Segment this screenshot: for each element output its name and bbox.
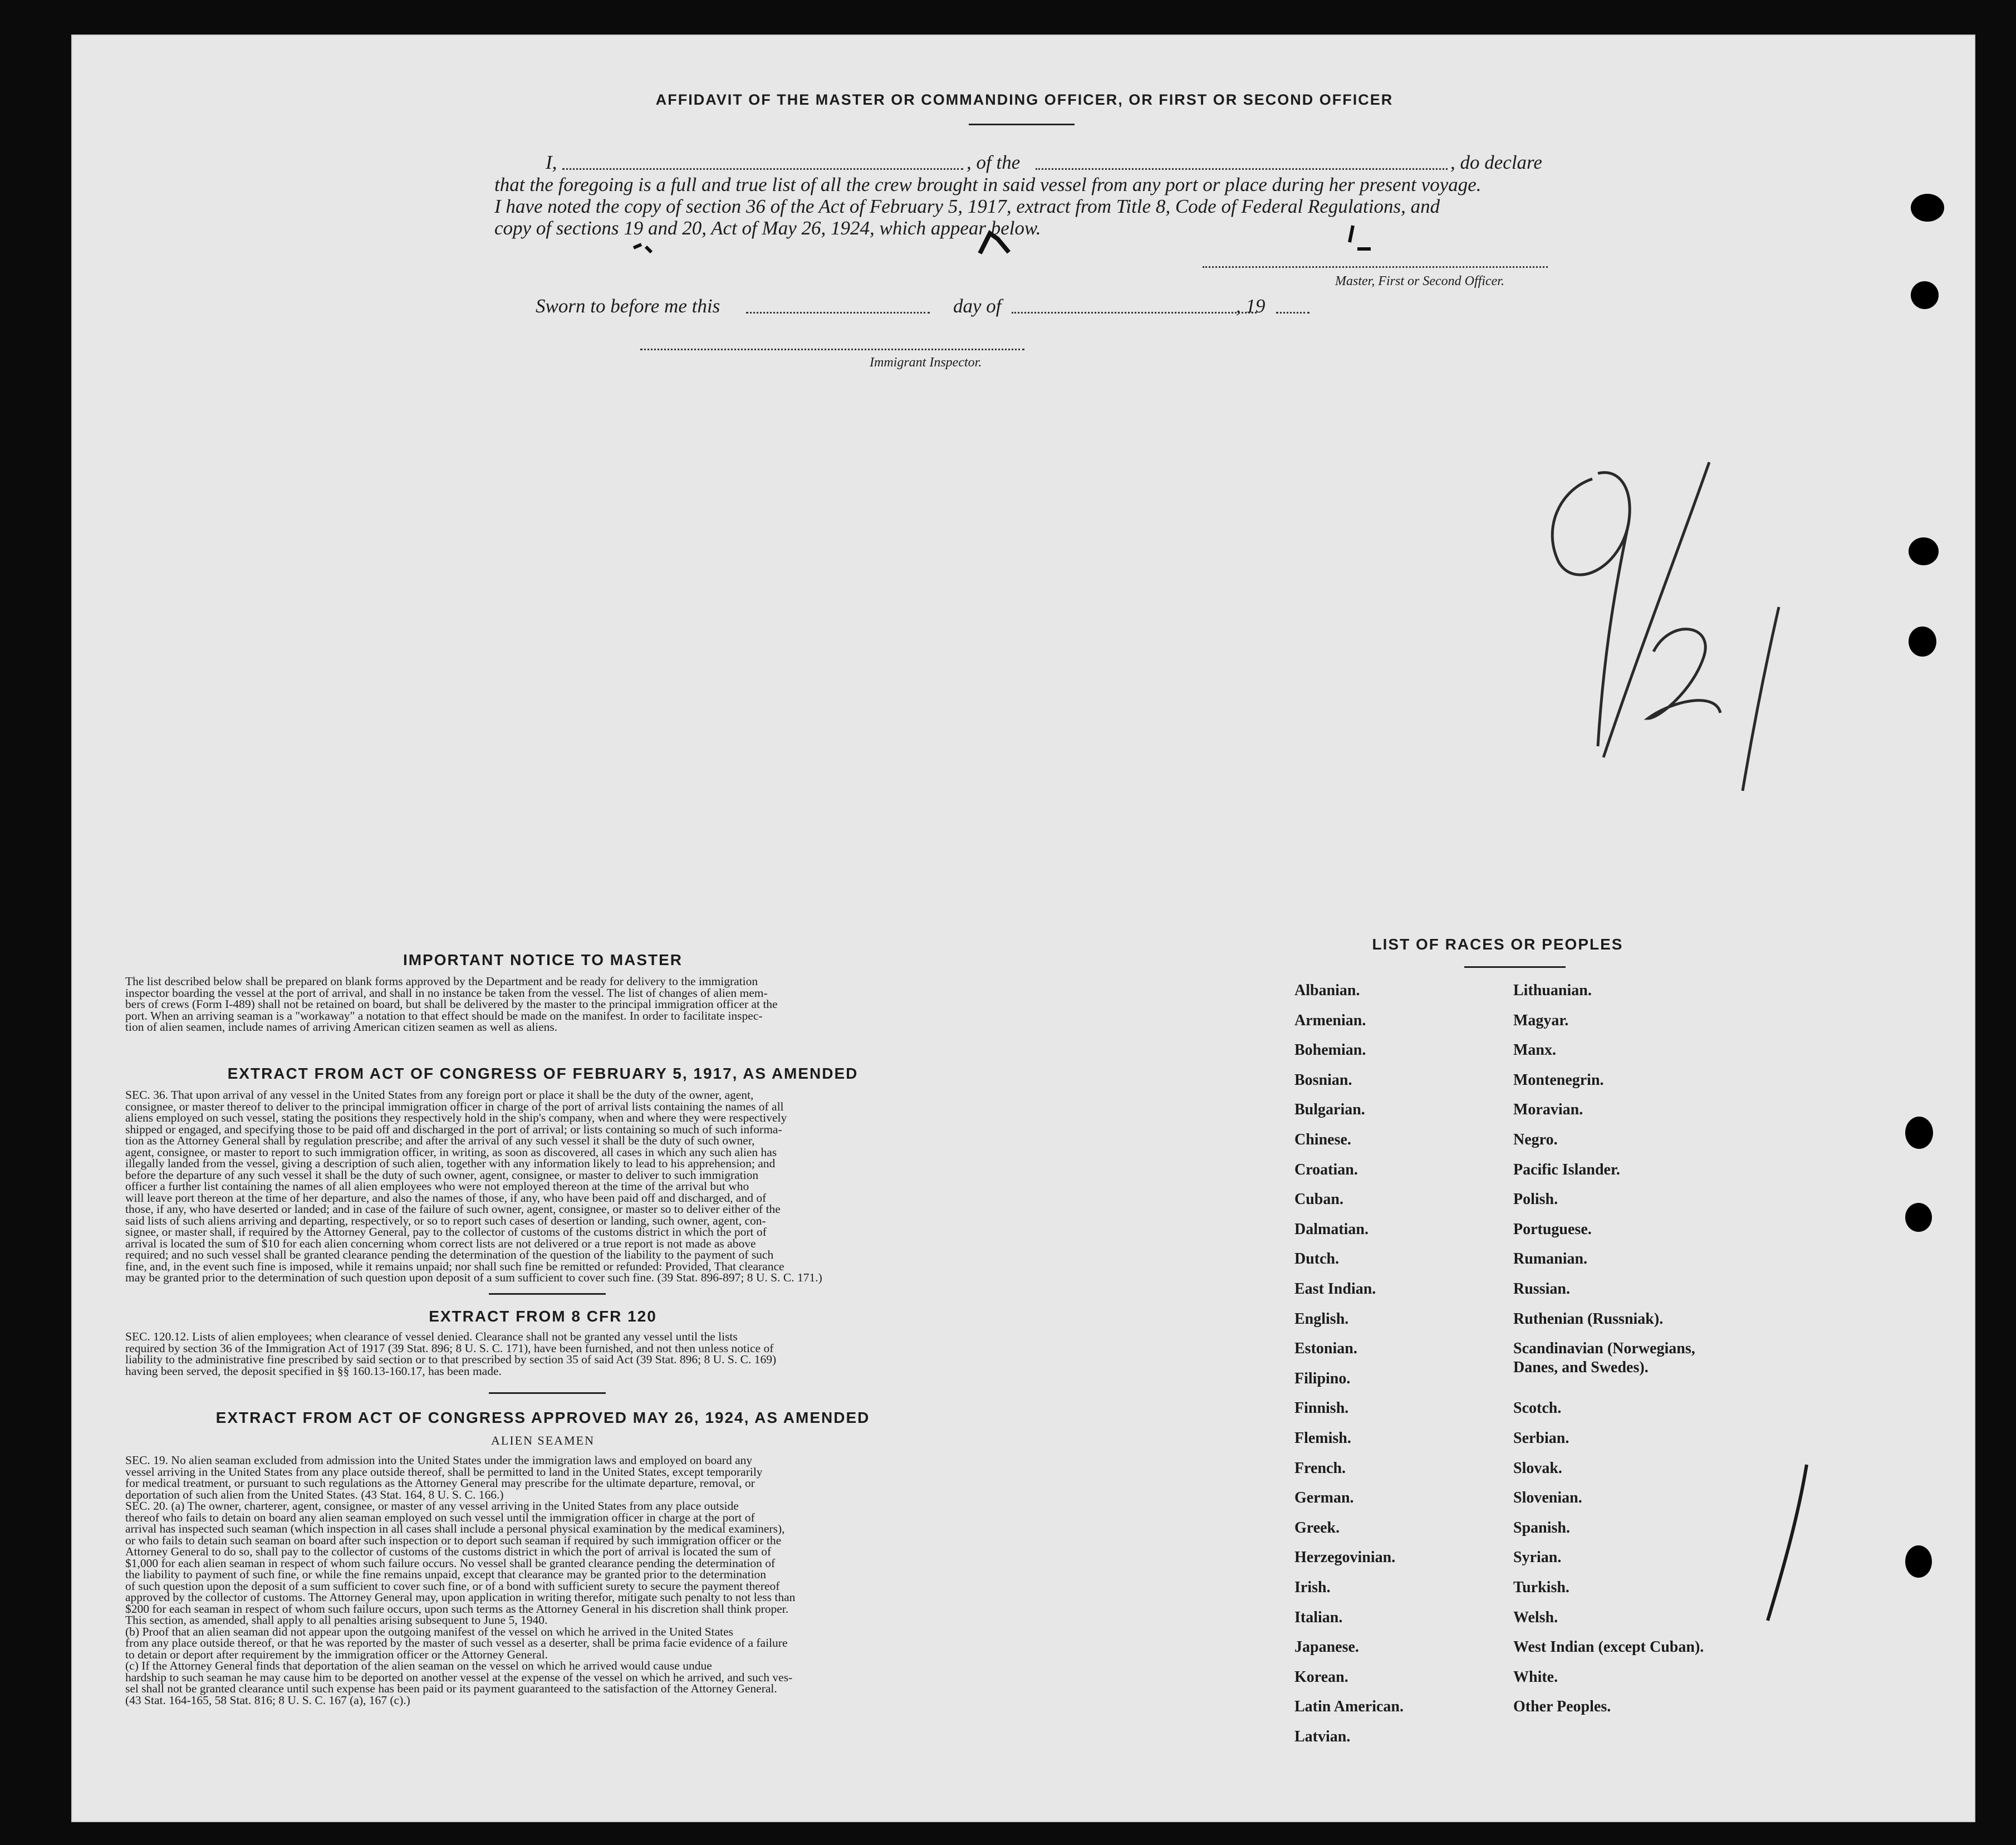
race-entry: French. bbox=[1294, 1460, 1346, 1477]
race-entry: Portuguese. bbox=[1513, 1221, 1592, 1238]
race-entry: Rumanian. bbox=[1513, 1250, 1588, 1267]
divider bbox=[1464, 966, 1566, 968]
sworn-label: Sworn to before me this bbox=[536, 295, 720, 317]
race-entry: Herzegovinian. bbox=[1294, 1549, 1396, 1566]
notice-text: The list described below shall be prepared on blank forms approved by the Department and be ready for delivery to the immigration inspector boarding the vessel at the port of arrival, and shall in no instance be taken from the vessel. The list of changes of alien mem- bers of crews (Form I-489) shall not be retained on board, but shall be delivered by the master to the principal immigration officer at the port. When an arriving seaman is a "workaway" a notation to that effect should be made on the manifest. In order to facilitate inspec- tion of alien seamen, include names of arriving American citizen seamen as well as aliens. bbox=[125, 975, 778, 1034]
ink-marks bbox=[624, 214, 1403, 265]
notice-title: IMPORTANT NOTICE TO MASTER bbox=[403, 951, 683, 968]
race-entry: Moravian. bbox=[1513, 1101, 1583, 1118]
race-entry: Cuban. bbox=[1294, 1191, 1343, 1208]
inspector-signature-line[interactable] bbox=[640, 349, 1024, 350]
extract-1917-title: EXTRACT FROM ACT OF CONGRESS OF FEBRUARY 5, 1917, AS AMENDED bbox=[227, 1065, 859, 1082]
race-entry: Slovenian. bbox=[1513, 1489, 1582, 1506]
race-entry: Montenegrin. bbox=[1513, 1071, 1604, 1089]
race-entry: Flemish. bbox=[1294, 1430, 1351, 1447]
affidavit-line4: copy of sections 19 and 20, Act of May 26, 1924, which appear below. bbox=[494, 217, 1041, 239]
race-entry: Negro. bbox=[1513, 1131, 1558, 1148]
race-entry: Armenian. bbox=[1294, 1012, 1366, 1029]
race-entry: Polish. bbox=[1513, 1191, 1558, 1208]
divider bbox=[969, 124, 1075, 125]
race-entry: West Indian (except Cuban). bbox=[1513, 1638, 1704, 1656]
race-entry: Greek. bbox=[1294, 1519, 1340, 1536]
race-entry: Chinese. bbox=[1294, 1131, 1351, 1148]
sworn-day-field[interactable] bbox=[746, 312, 930, 314]
punch-hole bbox=[1909, 627, 1936, 657]
race-entry: Spanish. bbox=[1513, 1519, 1570, 1536]
race-entry: Dalmatian. bbox=[1294, 1221, 1368, 1238]
vessel-field[interactable] bbox=[1036, 168, 1448, 170]
race-entry: Magyar. bbox=[1513, 1012, 1569, 1029]
race-entry: Irish. bbox=[1294, 1579, 1331, 1596]
extract-1917-text: SEC. 36. That upon arrival of any vessel in the United States from any foreign port or place it shall be the duty of the owner, agent, consignee, or master thereof to deliver to the principal immigration officer in charge of the port of arrival lists containing the names of all aliens employed on such vessel, stating the positions they respectively hold in the ship's company, when and where they were respectively shipped or engaged, and specifying those to be paid off and discharged in the port of arrival; or lists containing so much of such informa- tion as the Attorney General shall by regulation prescribe; and after the arrival of any such vessel it shall be the duty of such owner, agent, consignee, or master to report to such immigration officer, in writing, as soon as discovered, all cases in which any such alien has illegally landed from the vessel, giving a description of such alien, together with any information likely to lead to his apprehension; and before the departure of any such vessel it shall be the duty of such owner, agent, consignee, or master to deliver to such immigration officer a further list containing the names of all alien employees who were not employed thereon at the time of the arrival but who will leave port thereon at the time of her departure, and also the names of those, if any, who have been paid off and discharged, and of those, if any, who have deserted or landed; and in case of the failure of such owner, agent, consignee, or master so to deliver either of the said lists of such aliens arriving and departing, respectively, or so to report such cases of desertion or landing, such owner, agent, con- signee, or master shall, if required by the Attorney General, pay to the collector of customs of the customs district in which the port of arrival is located the sum of $10 for each alien concerning whom correct lists are not delivered or a true report is not made as above required; and no such vessel shall be granted clearance pending the determination of the question of the liability to the payment of such fine, and, in the event such fine is imposed, while it remains unpaid; nor shall such fine be remitted or refunded: Provided, That clearance may be granted prior to the determination of such question upon deposit of a sum sufficient to cover such fine. (39 Stat. 896-897; 8 U. S. C. 171.) bbox=[125, 1088, 822, 1284]
race-entry: Russian. bbox=[1513, 1280, 1570, 1298]
day-of-label: day of bbox=[953, 295, 1002, 317]
extract-1924-title: EXTRACT FROM ACT OF CONGRESS APPROVED MAY 26, 1924, AS AMENDED bbox=[215, 1409, 870, 1426]
race-entry: Korean. bbox=[1294, 1668, 1348, 1686]
punch-hole bbox=[1905, 1203, 1932, 1232]
punch-hole bbox=[1909, 537, 1939, 565]
race-entry: Albanian. bbox=[1294, 982, 1360, 999]
race-entry: Turkish. bbox=[1513, 1579, 1569, 1596]
handwritten-date-mark bbox=[1537, 457, 1804, 802]
extract-1924-subtitle: ALIEN SEAMEN bbox=[491, 1433, 595, 1447]
race-entry: Finnish. bbox=[1294, 1399, 1349, 1417]
affidavit-line2: that the foregoing is a full and true list of all the crew brought in said vessel from any port or place during her present voyage. bbox=[494, 174, 1482, 195]
divider bbox=[489, 1293, 606, 1295]
do-declare-label: , do declare bbox=[1450, 151, 1542, 173]
affidavit-title: AFFIDAVIT OF THE MASTER OR COMMANDING OFFICER, OR FIRST OR SECOND OFFICER bbox=[655, 91, 1394, 108]
punch-hole bbox=[1911, 281, 1939, 309]
master-caption: Master, First or Second Officer. bbox=[1335, 274, 1504, 288]
extract-cfr-text: SEC. 120.12. Lists of alien employees; when clearance of vessel denied. Clearance shall not be granted any vessel until the lists required by section 36 of the Immigration Act of 1917 (39 Stat. 896; 8 U. S. C. 171), have been furnished, and not then unless notice of liability to the administrative fine prescribed by said section or to that prescribed by section 35 of said Act (39 Stat. 896; 8 U. S. C. 169) having been served, the deposit specified in §§ 160.13-160.17, has been made. bbox=[125, 1330, 777, 1378]
races-title: LIST OF RACES OR PEOPLES bbox=[1372, 936, 1623, 953]
punch-hole bbox=[1911, 194, 1944, 222]
race-entry: German. bbox=[1294, 1489, 1354, 1506]
race-entry: Welsh. bbox=[1513, 1609, 1558, 1626]
race-entry: Scotch. bbox=[1513, 1399, 1562, 1417]
race-entry: Bohemian. bbox=[1294, 1041, 1366, 1059]
master-signature-line[interactable] bbox=[1203, 266, 1548, 268]
race-entry: Bosnian. bbox=[1294, 1071, 1352, 1089]
race-entry: Scandinavian (Norwegians, Danes, and Swedes). bbox=[1513, 1340, 1695, 1376]
race-entry: Other Peoples. bbox=[1513, 1698, 1611, 1715]
extract-cfr-title: EXTRACT FROM 8 CFR 120 bbox=[429, 1308, 657, 1325]
race-entry: Ruthenian (Russniak). bbox=[1513, 1310, 1664, 1328]
i-label: I, bbox=[546, 151, 557, 173]
race-entry: East Indian. bbox=[1294, 1280, 1376, 1298]
race-entry: Croatian. bbox=[1294, 1161, 1358, 1178]
race-entry: Slovak. bbox=[1513, 1460, 1562, 1477]
race-entry: Latin American. bbox=[1294, 1698, 1404, 1715]
divider bbox=[489, 1392, 606, 1394]
handwritten-tally-mark bbox=[1754, 1459, 1821, 1626]
race-entry: Italian. bbox=[1294, 1609, 1343, 1626]
punch-hole bbox=[1905, 1545, 1932, 1578]
race-entry: White. bbox=[1513, 1668, 1558, 1686]
name-field[interactable] bbox=[562, 168, 963, 170]
sworn-month-field[interactable] bbox=[1012, 312, 1257, 314]
race-entry: Syrian. bbox=[1513, 1549, 1562, 1566]
race-entry: Bulgarian. bbox=[1294, 1101, 1365, 1118]
race-entry: Filipino. bbox=[1294, 1370, 1351, 1387]
race-entry: Lithuanian. bbox=[1513, 982, 1592, 999]
race-entry: English. bbox=[1294, 1310, 1349, 1328]
race-entry: Latvian. bbox=[1294, 1728, 1351, 1745]
sworn-year-field[interactable] bbox=[1276, 312, 1309, 314]
year-label: , 19 bbox=[1236, 295, 1265, 317]
race-entry: Manx. bbox=[1513, 1041, 1556, 1059]
extract-1924-text: SEC. 19. No alien seaman excluded from admission into the United States under the immigration laws and employed on board any vessel arriving in the United States from any place outside thereof, shall be permitted to land in the United States, except temporarily for medical treatment, or pursuant to such regulations as the Attorney General may prescribe for the ultimate departure, removal, or deportation of such alien from the United States. (43 Stat. 164, 8 U. S. C. 166.) SEC. 20. (a) The owner, charterer, agent, consignee, or master of any vessel arriving in the United States from any place outside thereof who fails to detain on board any alien seaman employed on such vessel until the immigration officer in charge at the port of arrival has inspected such seaman (which inspection in all cases shall include a personal physical examination by the medical examiners), or who fails to detain such seaman on board after such inspection or to deport such seaman if required by such immigration officer or the Attorney General to do so, shall pay to the collector of customs of the customs district in which the port of arrival is located the sum of $1,000 for each alien seaman in respect of whom such failure occurs. No vessel shall be granted clearance pending the determination of the liability to payment of such fine, or while the fine remains unpaid, except that clearance may be granted prior to the determination of such question upon the deposit of a sum sufficient to cover such fine, or of a bond with sufficient surety to secure the payment thereof approved by the collector of customs. The Attorney General may, upon application in writing therefor, mitigate such penalty to not less than $200 for each seaman in respect of whom such failure occurs, upon such terms as the Attorney General in his discretion shall think proper. This section, as amended, shall apply to all penalties arising subsequent to June 5, 1940. (b) Proof that an alien seaman did not appear upon the outgoing manifest of the vessel on which he arrived in the United States from any place outside thereof, or that he was reported by the master of such vessel as a deserter, shall be prima facie evidence of a failure to detain or deport after requirement by the immigration officer or the Attorney General. (c) If the Attorney General finds that deportation of the alien seaman on the vessel on which he arrived would cause undue hardship to such seaman he may cause him to be deported on another vessel at the expense of the vessel on which he arrived, and such ves- sel shall not be granted clearance until such expense has been paid or its payment guaranteed to the satisfaction of the Attorney General. (43 Stat. 164-165, 58 Stat. 816; 8 U. S. C. 167 (a), 167 (c).) bbox=[125, 1454, 796, 1707]
race-entry: Serbian. bbox=[1513, 1430, 1569, 1447]
of-the-label: , of the bbox=[967, 151, 1021, 173]
punch-hole bbox=[1905, 1117, 1933, 1149]
inspector-caption: Immigrant Inspector. bbox=[870, 355, 982, 370]
race-entry: Pacific Islander. bbox=[1513, 1161, 1620, 1178]
race-entry: Estonian. bbox=[1294, 1340, 1357, 1357]
affidavit-line3: I have noted the copy of section 36 of the Act of February 5, 1917, extract from Title 8, Code of Federal Regulations, and bbox=[494, 195, 1440, 217]
race-entry: Japanese. bbox=[1294, 1638, 1359, 1656]
race-entry: Dutch. bbox=[1294, 1250, 1340, 1267]
